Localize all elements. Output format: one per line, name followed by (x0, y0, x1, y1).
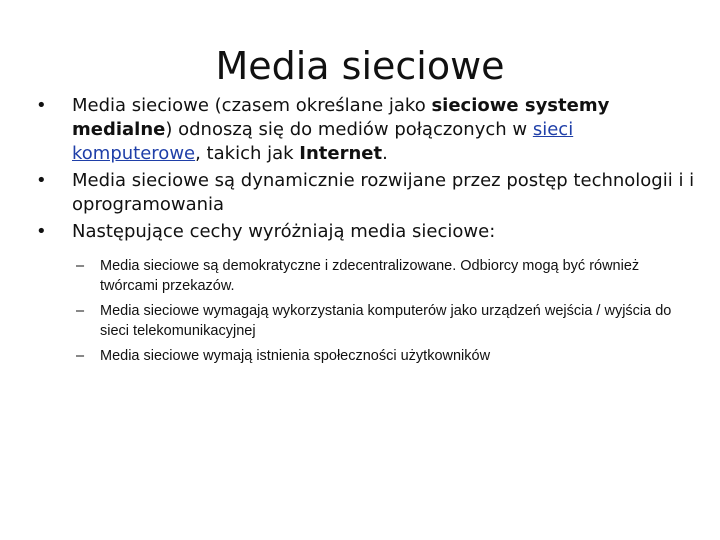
bullet-item (36, 169, 696, 217)
bullet-text: Media sieciowe (czasem określane jako (72, 95, 432, 116)
bullet-text: . (382, 143, 388, 164)
bullet-text: , takich jak (195, 143, 300, 164)
sub-bullet-text: Media sieciowe są demokratyczne i zdecentralizowane. Odbiorcy mogą być również twórcami przekazów. (100, 258, 640, 294)
sieci-komputerowe-link[interactable]: sieci komputerowe (72, 119, 574, 164)
slide-title: Media sieciowe (215, 44, 505, 88)
bullet-bold-text: Internet (299, 143, 383, 164)
sub-bullet-item (36, 346, 696, 366)
bullet-bold-text: sieciowe systemy medialne (72, 95, 610, 140)
bullet-item (36, 220, 696, 244)
bullet-marker: • (36, 221, 47, 242)
bullet-item (36, 94, 696, 166)
dash-marker: – (76, 348, 85, 364)
bullet-list (36, 94, 696, 371)
bullet-text: Media sieciowe są dynamicznie rozwijane przez postęp technologii i i oprogramowania (72, 170, 695, 215)
bullet-text: Następujące cechy wyróżniają media sieciowe: (72, 221, 496, 242)
bullet-marker: • (36, 170, 47, 191)
sub-bullet-text: Media sieciowe wymają istnienia społeczności użytkowników (100, 348, 491, 364)
bullet-marker: • (36, 95, 47, 116)
dash-marker: – (76, 258, 85, 274)
sub-bullet-text: Media sieciowe wymagają wykorzystania komputerów jako urządzeń wejścia / wyjścia do sieci telekomunikacyjnej (100, 303, 672, 339)
bullet-text: ) odnoszą się do mediów połączonych w (165, 119, 533, 140)
sub-bullet-list (36, 256, 696, 366)
dash-marker: – (76, 303, 85, 319)
sub-bullet-item (36, 256, 696, 296)
sub-bullet-item (36, 301, 696, 341)
